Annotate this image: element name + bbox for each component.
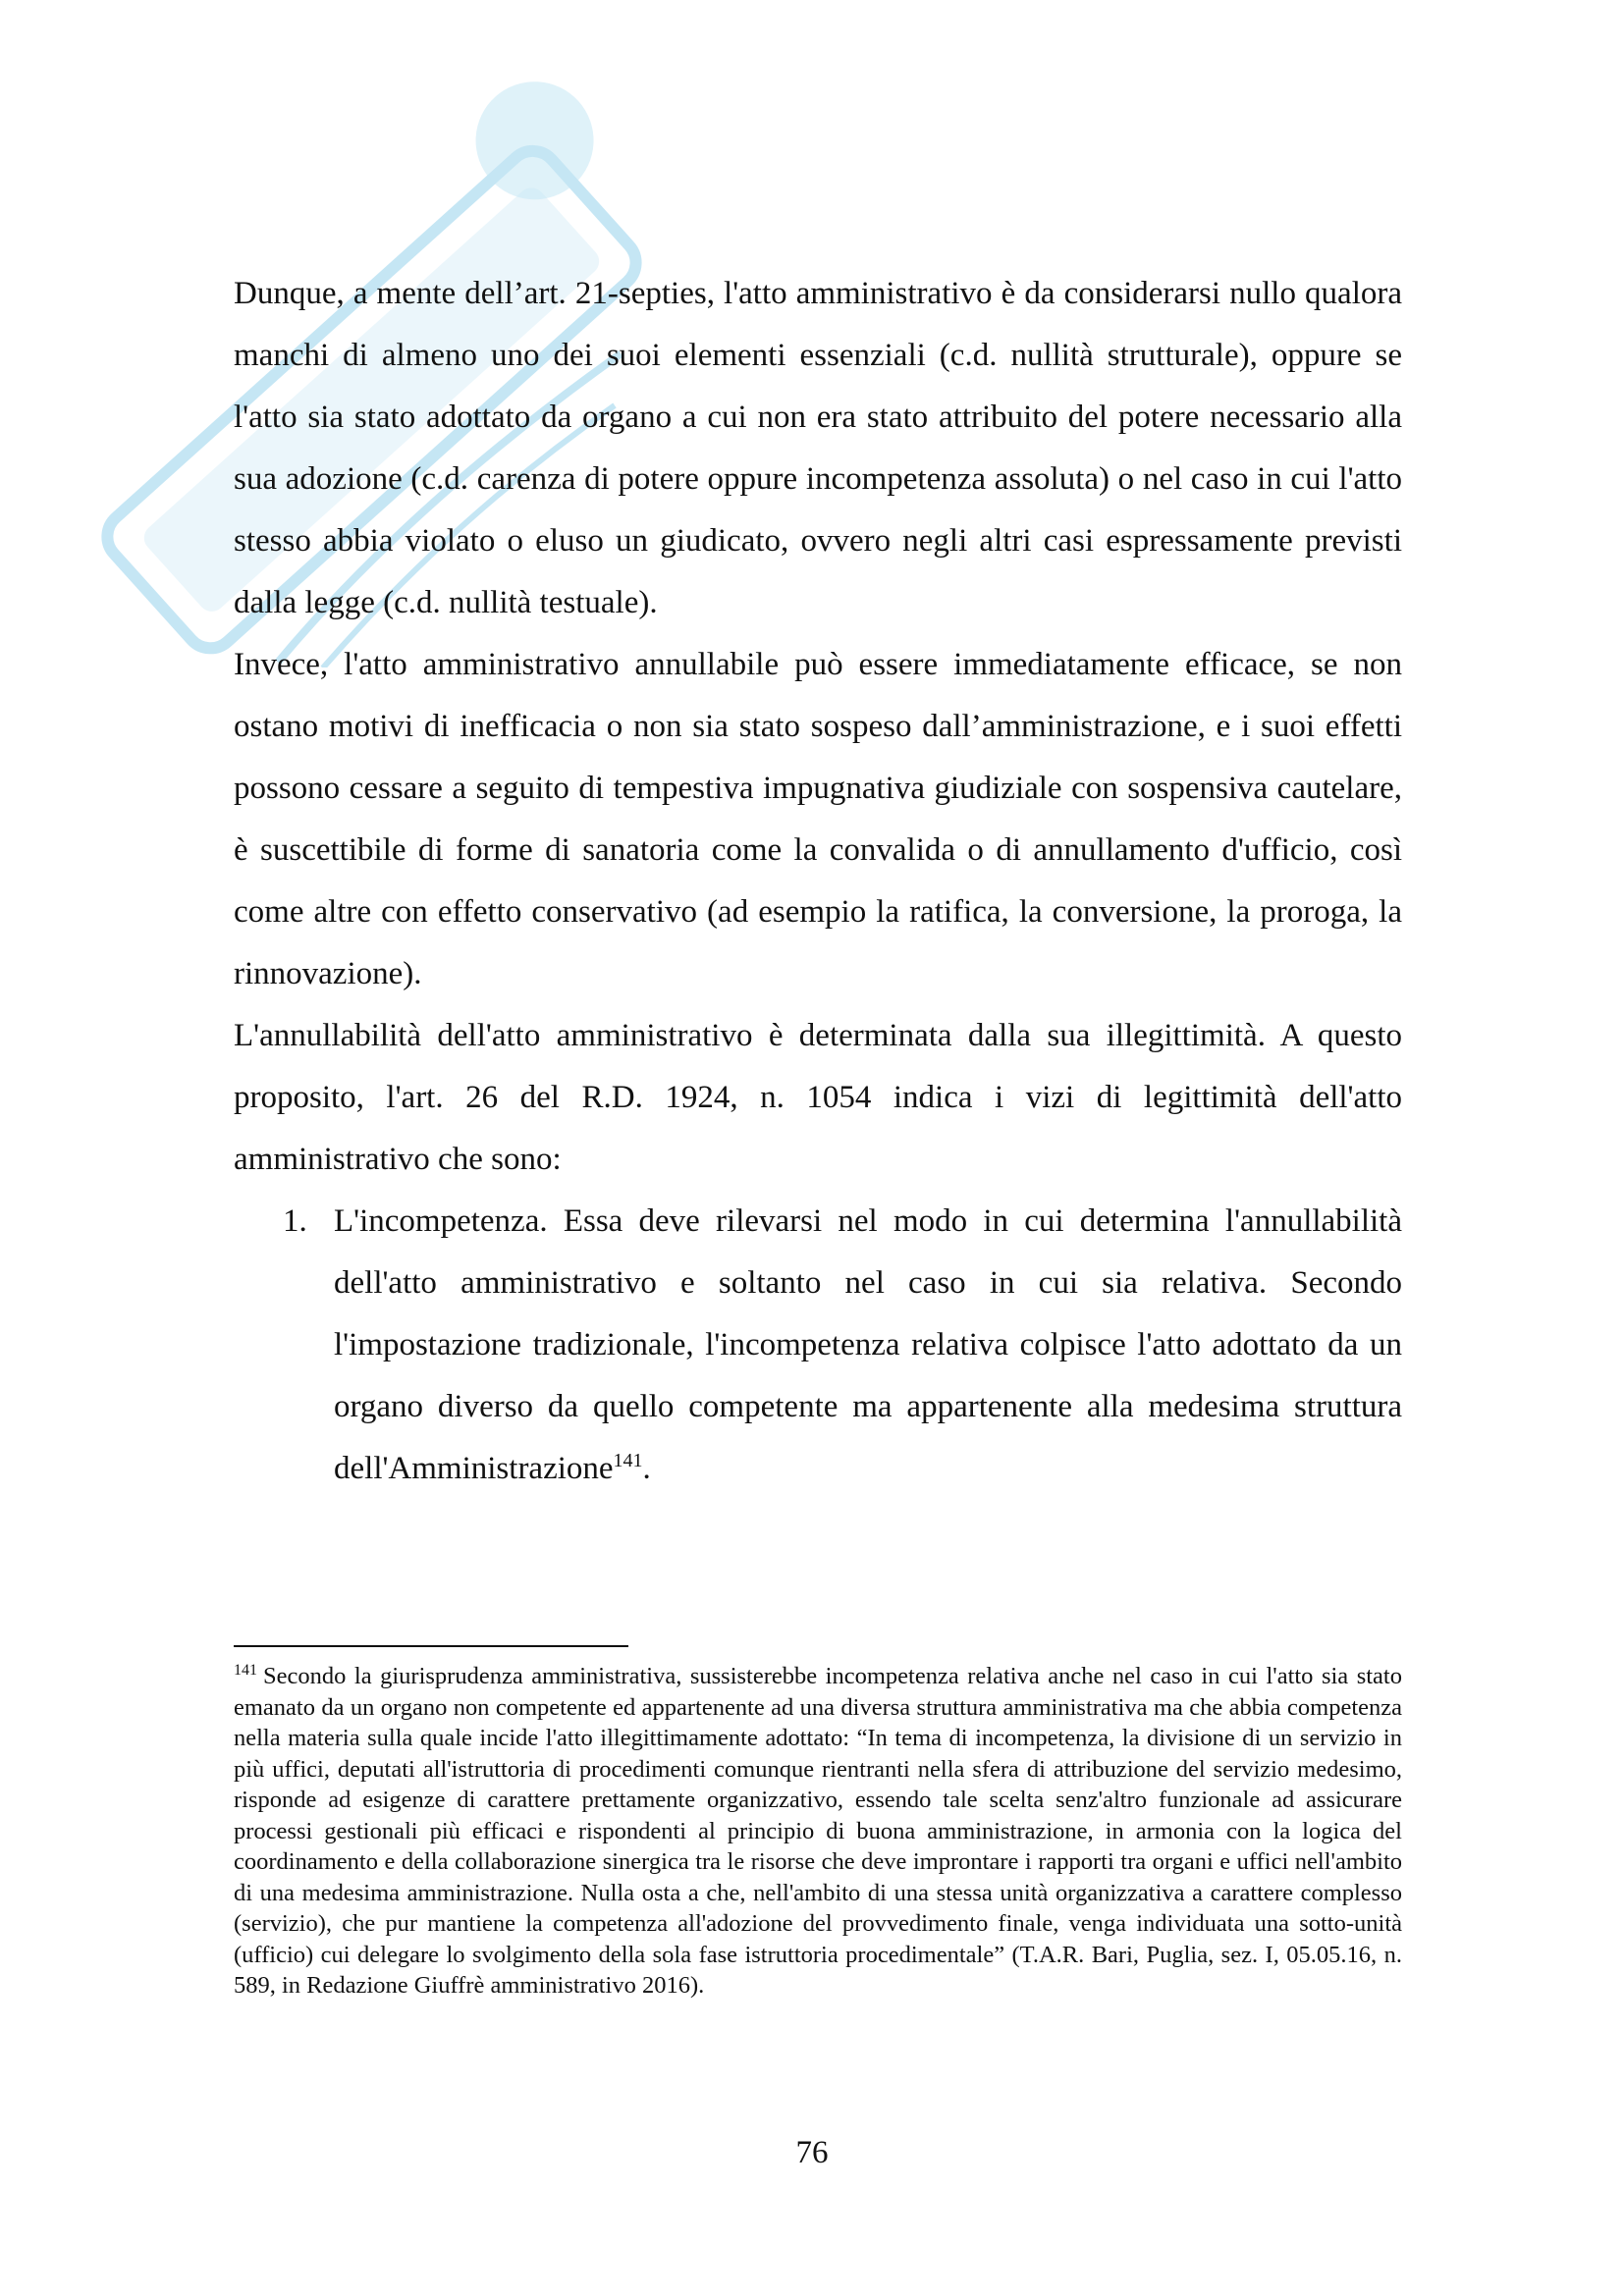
list-item-text: L'incompetenza. Essa deve rilevarsi nel modo in cui determina l'annullabilità dell'atto amministrativo e soltanto nel caso in cui sia relativa. Secondo l'impostazione tradizionale, l'incompetenza relativa colpisce l'atto adottato da un organo diverso da quello competente ma appartenente alla medesima struttura dell'Amministrazione — [334, 1203, 1402, 1486]
paragraph-illegitimacy: L'annullabilità dell'atto amministrativo è determinata dalla sua illegittimità. A questo proposito, l'art. 26 del R.D. 1924, n. 1054 indica i vizi di legittimità dell'atto amministrativo che sono: — [234, 1018, 1402, 1177]
paragraph-nullity: Dunque, a mente dell’art. 21-septies, l'atto amministrativo è da considerarsi nullo qualora manchi di almeno uno dei suoi elementi essenziali (c.d. nullità strutturale), oppure se l'atto sia stato adottato da organo a cui non era stato attribuito del potere necessario alla sua adozione (c.d. carenza di potere oppure incompetenza assoluta) o nel caso in cui l'atto stesso abbia violato o eluso un giudicato, ovvero negli altri casi espressamente previsti dalla legge (c.d. nullità testuale). — [234, 276, 1402, 620]
paragraph-annullable: Invece, l'atto amministrativo annullabile può essere immediatamente efficace, se non ostano motivi di inefficacia o non sia stato sospeso dall’amministrazione, e i suoi effetti possono cessare a seguito di tempestiva impugnativa giudiziale con sospensiva cautelare, è suscettibile di forme di sanatoria come la convalida o di annullamento d'ufficio, così come altre con effetto conservativo (ad esempio la ratifica, la conversione, la proroga, la rinnovazione). — [234, 647, 1402, 991]
main-body-text — [234, 263, 1402, 1500]
vices-list — [234, 1191, 1402, 1500]
list-item-content — [334, 1191, 1402, 1500]
page-number: 76 — [795, 2135, 829, 2170]
list-item — [234, 1191, 1402, 1500]
footnote-text: Secondo la giurisprudenza amministrativa, sussisterebbe incompetenza relativa anche nel caso in cui l'atto sia stato emanato da un organo non competente ed appartenente ad una diversa struttura amministrativa ma che abbia competenza nella materia sulla quale incide l'atto illegittimamente adottato: “In tema di incompetenza, la divisione di un servizio in più uffici, deputati all'istruttoria di procedimenti comunque rientranti nella sfera di attribuzione del servizio medesimo, risponde ad esigenze di carattere prettamente organizzativo, essendo tale scelta senz'altro funzionale ad assicurare processi gestionali più efficaci e rispondenti al principio di buona amministrazione, in armonia con la logica del coordinamento e della collaborazione sinergica tra le risorse che deve improntare i rapporti tra organi e uffici nell'ambito di una medesima amministrazione. Nulla osta a che, nell'ambito di una stessa unità organizzativa a carattere complesso (servizio), che pur mantiene la competenza all'adozione del provvedimento finale, venga individuata una sotto-unità (ufficio) cui delegare lo svolgimento della sola fase istruttoria procedimentale” (T.A.R. Bari, Puglia, sez. I, 05.05.16, n. 589, in Redazione Giuffrè amministrativo 2016). — [234, 1663, 1402, 1999]
list-item-trailing: . — [642, 1451, 651, 1486]
footnote-separator — [234, 1645, 628, 1647]
footnote — [234, 1661, 1402, 2002]
footnote-number: 141 — [234, 1661, 257, 1679]
list-item-number: 1. — [283, 1203, 307, 1239]
footnote-reference[interactable]: 141 — [613, 1450, 643, 1471]
